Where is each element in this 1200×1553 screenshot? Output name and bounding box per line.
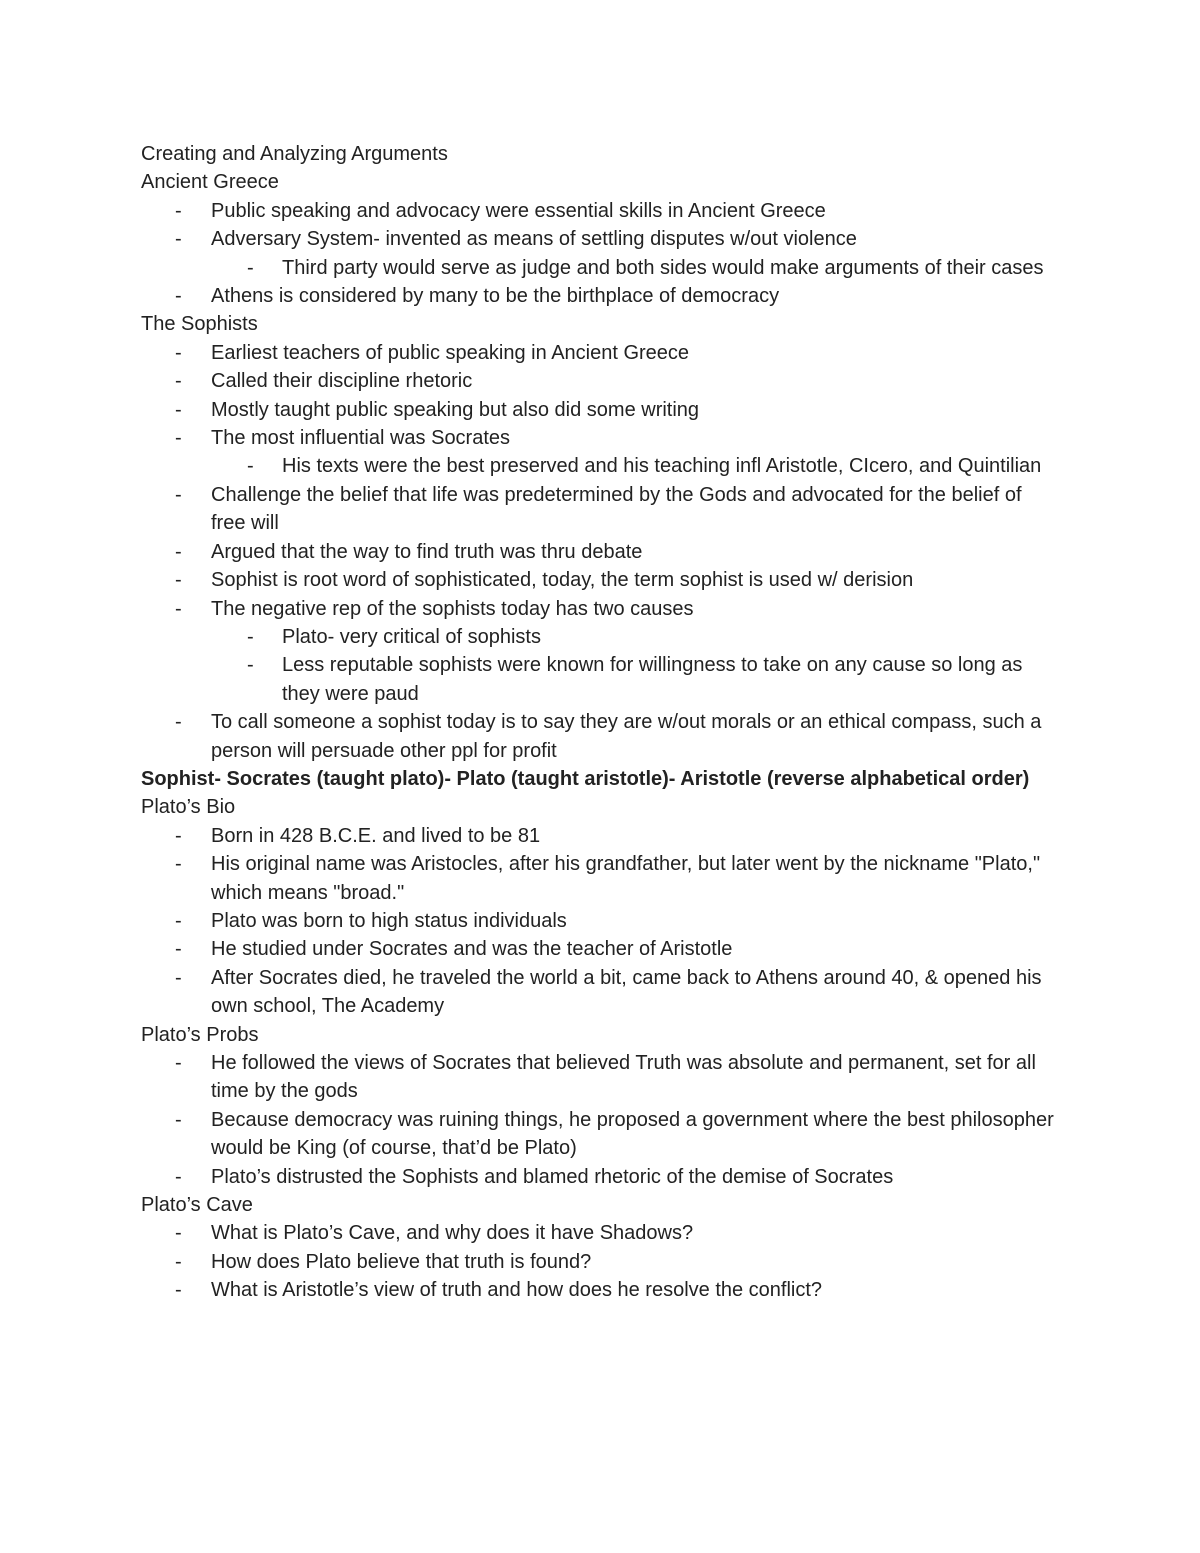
list-item-text: What is Plato’s Cave, and why does it have Shadows?: [211, 1222, 694, 1245]
list-item: [141, 1163, 1061, 1191]
bullet-dash: -: [175, 853, 182, 876]
list-item-text: His texts were the best preserved and his teaching infl Aristotle, CIcero, and Quintilian: [282, 455, 1042, 478]
bullet-dash: -: [175, 597, 182, 620]
bullet-dash: -: [175, 427, 182, 450]
bullet-dash: -: [175, 1108, 182, 1131]
list-item: [141, 822, 1061, 850]
list-item: [141, 481, 1061, 538]
list-item: [141, 907, 1061, 935]
list-item-text: Less reputable sophists were known for willingness to take on any cause so long as they were paud: [282, 654, 1023, 705]
list-item: [141, 964, 1061, 1021]
bullet-dash: -: [175, 909, 182, 932]
list-item-text: Plato was born to high status individuals: [211, 909, 567, 932]
bullet-dash: -: [175, 285, 182, 308]
list-item-text: Sophist is root word of sophisticated, today, the term sophist is used w/ derision: [211, 569, 914, 592]
list-item: [141, 367, 1061, 395]
section-heading: The Sophists: [141, 313, 258, 336]
section-heading: Plato’s Probs: [141, 1023, 259, 1046]
list-item: [141, 282, 1061, 310]
bullet-dash: -: [175, 1279, 182, 1302]
list-item-text: Argued that the way to find truth was thru debate: [211, 540, 643, 563]
section-heading: Ancient Greece: [141, 171, 279, 194]
bullet-dash: -: [175, 540, 182, 563]
list-item: [141, 1248, 1061, 1276]
bullet-dash: -: [175, 1052, 182, 1074]
list-item-text: Called their discipline rhetoric: [211, 370, 473, 393]
list-item-text: Adversary System- invented as means of settling disputes w/out violence: [211, 228, 857, 251]
list-item-text: Athens is considered by many to be the birthplace of democracy: [211, 285, 780, 308]
list-item: [141, 225, 1061, 253]
bullet-dash: -: [175, 938, 182, 961]
bullet-dash: -: [175, 199, 182, 222]
sub-list-item: [141, 651, 1061, 708]
list-item-text: The most influential was Socrates: [211, 427, 511, 450]
list-item-text: Mostly taught public speaking but also did some writing: [211, 398, 700, 421]
list-item-text: Public speaking and advocacy were essential skills in Ancient Greece: [211, 199, 826, 222]
list-item-text: Challenge the belief that life was predetermined by the Gods and advocated for the belief of free will: [211, 483, 1022, 535]
list-item: [141, 1049, 1061, 1106]
list-item-text: Because democracy was ruining things, he proposed a government where the best philosopher would be King (of course, that’d be Plato): [211, 1108, 1054, 1160]
list-item: [141, 1276, 1061, 1304]
list-item-text: He studied under Socrates and was the teacher of Aristotle: [211, 938, 733, 961]
list-item: [141, 424, 1061, 452]
document-page: [141, 140, 1061, 1305]
bullet-dash: -: [247, 625, 254, 648]
bullet-dash: -: [175, 966, 182, 989]
list-item: [141, 708, 1061, 765]
bullet-dash: -: [175, 341, 182, 364]
list-item: [141, 566, 1061, 594]
bullet-dash: -: [175, 398, 182, 421]
section-heading: Plato’s Bio: [141, 796, 236, 819]
list-item-text: Earliest teachers of public speaking in Ancient Greece: [211, 341, 690, 364]
list-item: [141, 1106, 1061, 1163]
list-item-text: Third party would serve as judge and both sides would make arguments of their cases: [282, 256, 1044, 279]
list-item: [141, 538, 1061, 566]
bullet-dash: -: [175, 228, 182, 251]
list-item-text: How does Plato believe that truth is found?: [211, 1250, 592, 1273]
list-item: [141, 850, 1061, 907]
list-item: [141, 339, 1061, 367]
list-item: [141, 1219, 1061, 1247]
list-item-text: His original name was Aristocles, after his grandfather, but later went by the nickname "Plato," which means "broad.": [211, 853, 1041, 904]
bullet-dash: -: [175, 370, 182, 393]
section-heading: Plato’s Cave: [141, 1194, 253, 1217]
bullet-dash: -: [175, 483, 182, 506]
list-item-text: Plato- very critical of sophists: [282, 625, 541, 648]
list-item: [141, 595, 1061, 623]
bullet-dash: -: [247, 256, 254, 279]
document-body: [141, 168, 1061, 1304]
bullet-dash: -: [175, 569, 182, 592]
document-title: Creating and Analyzing Arguments: [141, 143, 448, 165]
sub-list-item: [141, 254, 1061, 282]
list-item: [141, 935, 1061, 963]
list-item-text: After Socrates died, he traveled the world a bit, came back to Athens around 40, & opened his own school, The Academy: [211, 966, 1042, 1018]
bullet-dash: -: [175, 824, 182, 847]
sub-list-item: [141, 623, 1061, 651]
list-item-text: To call someone a sophist today is to say they are w/out morals or an ethical compass, such a person will persuade other ppl for profit: [211, 711, 1042, 762]
list-item: [141, 197, 1061, 225]
bullet-dash: -: [175, 1222, 182, 1245]
list-item-text: What is Aristotle’s view of truth and how does he resolve the conflict?: [211, 1279, 823, 1302]
list-item-text: Born in 428 B.C.E. and lived to be 81: [211, 824, 541, 847]
section-heading: Sophist- Socrates (taught plato)- Plato (taught aristotle)- Aristotle (reverse alphabetical order): [141, 767, 1030, 790]
bullet-dash: -: [175, 711, 182, 734]
list-item-text: He followed the views of Socrates that believed Truth was absolute and permanent, set for all time by the gods: [211, 1052, 1036, 1103]
list-item-text: The negative rep of the sophists today has two causes: [211, 597, 694, 620]
bullet-dash: -: [247, 455, 254, 478]
sub-list-item: [141, 452, 1061, 480]
bullet-dash: -: [175, 1165, 182, 1188]
list-item-text: Plato’s distrusted the Sophists and blamed rhetoric of the demise of Socrates: [211, 1165, 894, 1188]
list-item: [141, 396, 1061, 424]
bullet-dash: -: [175, 1250, 182, 1273]
bullet-dash: -: [247, 654, 254, 677]
